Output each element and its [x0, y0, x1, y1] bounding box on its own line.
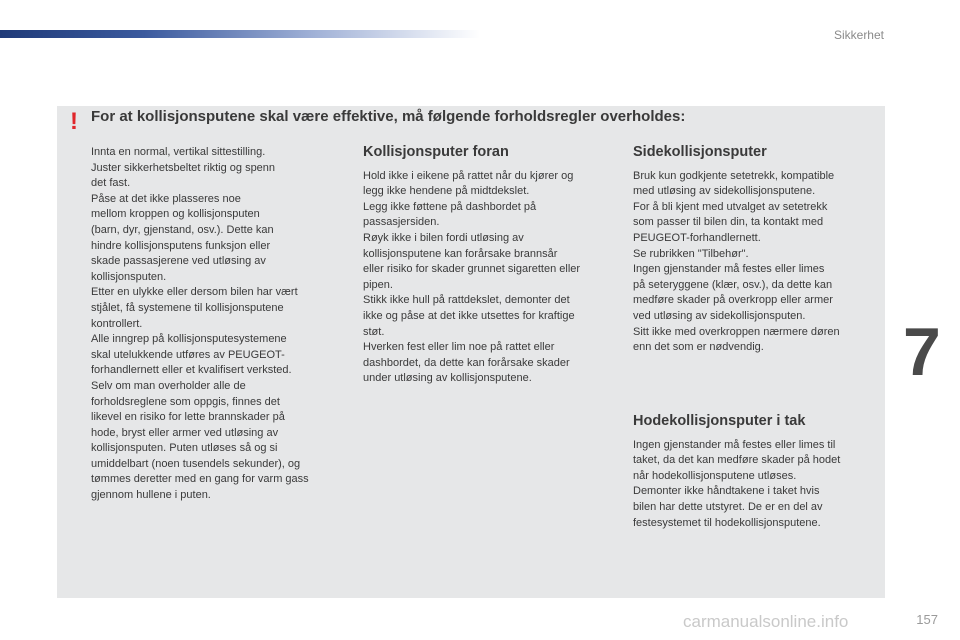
general-precautions-text: Innta en normal, vertikal sittestilling. Juster sikkerhetsbeltet riktig og spenn det fast. Påse at det ikke plasseres noe mellom kroppen og kollisjonsputen (barn, dyr, gjenstand, osv.). Dette kan hindre kollisjonsputens funksjon eller skade passasjerene ved utløsing av kollisjonsputen. Etter en ulykke eller dersom bilen har vært stjålet, få systemene til kollisjonsputene kontrollert. Alle inngrep på kollisjonsputesystemene skal utelukkende utføres av PEUGEOT- forhandlernett eller et kvalifisert verksted. Selv om man overholder alle de forholdsreglene som oppgis, finnes det likevel en risiko for lette brannskader på hode, bryst eller armer ved utløsing av kollisjonsputen. Puten utløses så og si umiddelbart (noen tusendels sekunder), og tømmes deretter med en gang for varm gass gjennom hullene i puten. [91, 146, 309, 502]
side-airbags-section [633, 145, 873, 356]
curtain-airbags-text: Ingen gjenstander må festes eller limes til taket, da det kan medføre skader på hodet når hodekollisjonsputene utløses. Demonter ikke håndtakene i taket hvis bilen har dette utstyret. De er en del av festesystemet til hodekollisjonsputene. [633, 438, 841, 529]
front-airbags-title: Kollisjonsputer foran [363, 144, 509, 160]
header-gradient-bar [0, 30, 480, 38]
curtain-airbags-section [633, 414, 873, 531]
front-airbags-section [363, 145, 613, 387]
warning-heading: For at kollisjonsputene skal være effektive, må følgende forholdsregler overholdes: [91, 108, 686, 125]
warning-exclamation-icon: ! [70, 108, 78, 135]
side-airbags-title: Sidekollisjonsputer [633, 144, 767, 160]
page-number: 157 [916, 612, 938, 627]
chapter-number: 7 [903, 314, 941, 390]
section-title: Sikkerhet [833, 28, 884, 42]
watermark-text: carmanualsonline.info [683, 612, 849, 631]
general-precautions-column [91, 145, 346, 504]
front-airbags-text: Hold ikke i eikene på rattet når du kjører og legg ikke hendene på midtdekslet. Legg ikke føttene på dashbordet på passasjersiden. Røyk ikke i bilen fordi utløsing av kollisjonsputene kan forårsake brannsår eller risiko for skader grunnet sigaretten eller pipen. Stikk ikke hull på rattdekslet, demonter det ikke og påse at det ikke utsettes for kraftige støt. Hverken fest eller lim noe på rattet eller dashbordet, da dette kan forårsake skader under utløsing av kollisjonsputene. [363, 169, 581, 385]
side-airbags-text: Bruk kun godkjente setetrekk, kompatible med utløsing av sidekollisjonsputene. For å bli kjent med utvalget av setetrekk som passer til bilen din, ta kontakt med PEUGEOT-forhandlernett. Se rubrikken "Tilbehør". Ingen gjenstander må festes eller limes på seteryggene (klær, osv.), da dette kan medføre skader på overkropp eller armer ved utløsing av sidekollisjonsputen. Sitt ikke med overkroppen nærmere døren enn det som er nødvendig. [633, 169, 840, 354]
curtain-airbags-title: Hodekollisjonsputer i tak [633, 413, 806, 429]
